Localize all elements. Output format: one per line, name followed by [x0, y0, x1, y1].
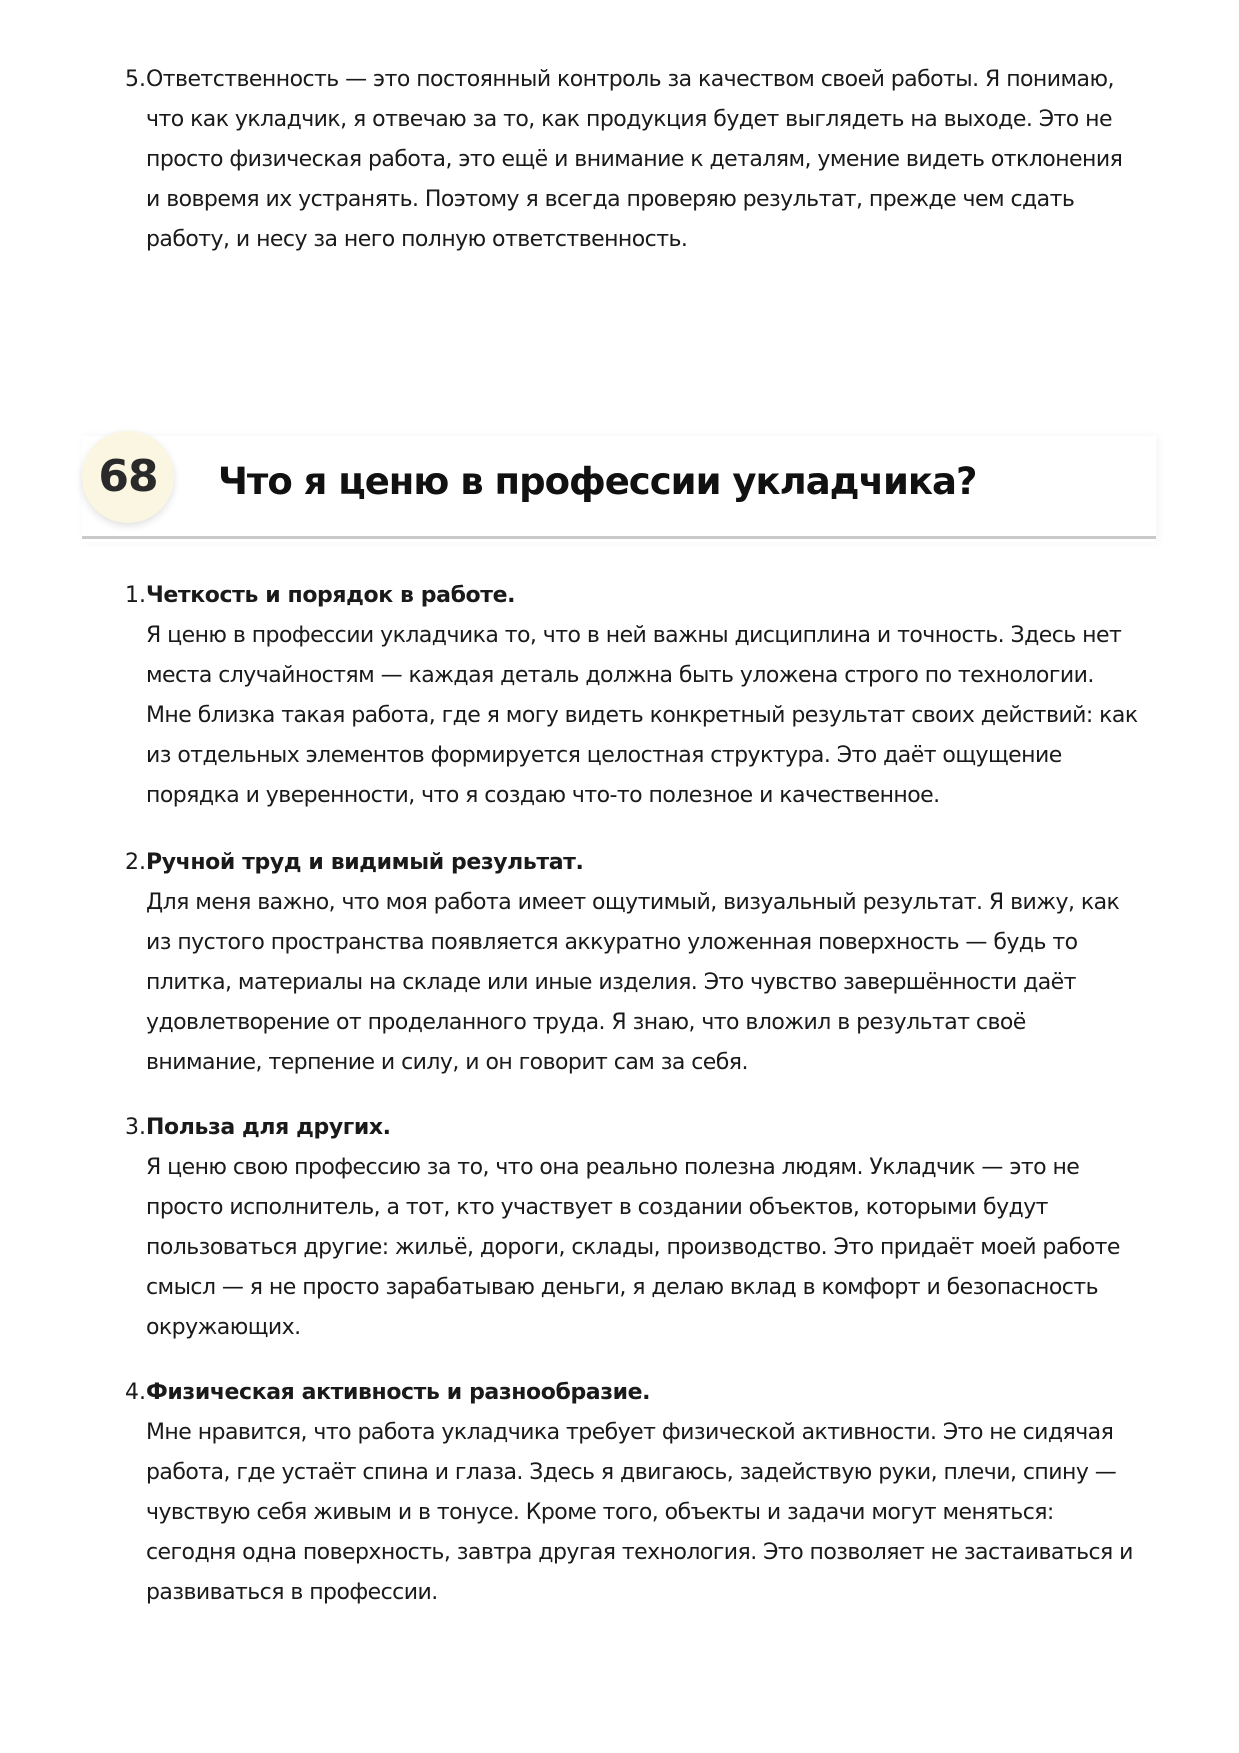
list-item-body: [146, 843, 1166, 1083]
paragraph-line: Для меня важно, что моя работа имеет ощутимый, визуальный результат. Я вижу, как: [146, 890, 1120, 915]
list-item-number: 5.: [125, 67, 146, 92]
paragraph-line: сегодня одна поверхность, завтра другая технология. Это позволяет не застаиваться и: [146, 1540, 1133, 1565]
paragraph-line: что как укладчик, я отвечаю за то, как продукция будет выглядеть на выходе. Это не: [146, 107, 1112, 132]
paragraph-line: Ответственность — это постоянный контроль за качеством своей работы. Я понимаю,: [146, 67, 1114, 92]
list-item-number: 1.: [125, 583, 146, 608]
list-item-body: [146, 60, 1166, 260]
list-item-number: 2.: [125, 850, 146, 875]
paragraph-line: внимание, терпение и силу, и он говорит сам за себя.: [146, 1050, 748, 1075]
list-item-title: Физическая активность и разнообразие.: [146, 1380, 651, 1405]
list-item-title: Четкость и порядок в работе.: [146, 583, 516, 608]
paragraph-line: из отдельных элементов формируется целостная структура. Это даёт ощущение: [146, 743, 1062, 768]
section-divider: [82, 536, 1156, 539]
list-item-number: 3.: [125, 1115, 146, 1140]
paragraph-line: Я ценю в профессии укладчика то, что в ней важны дисциплина и точность. Здесь нет: [146, 623, 1122, 648]
list-item-body: [146, 576, 1166, 816]
paragraph-line: удовлетворение от проделанного труда. Я знаю, что вложил в результат своё: [146, 1010, 1026, 1035]
list-item-body: [146, 1373, 1166, 1613]
paragraph-line: плитка, материалы на складе или иные изделия. Это чувство завершённости даёт: [146, 970, 1076, 995]
list-item-title: Ручной труд и видимый результат.: [146, 850, 584, 875]
paragraph-line: развиваться в профессии.: [146, 1580, 438, 1605]
paragraph-line: окружающих.: [146, 1315, 301, 1340]
paragraph-line: Я ценю свою профессию за то, что она реально полезна людям. Укладчик — это не: [146, 1155, 1080, 1180]
paragraph-line: Мне нравится, что работа укладчика требует физической активности. Это не сидячая: [146, 1420, 1114, 1445]
paragraph-line: просто исполнитель, а тот, кто участвует в создании объектов, которыми будут: [146, 1195, 1048, 1220]
paragraph-line: чувствую себя живым и в тонусе. Кроме того, объекты и задачи могут меняться:: [146, 1500, 1054, 1525]
paragraph-line: работу, и несу за него полную ответственность.: [146, 227, 688, 252]
paragraph-line: работа, где устаёт спина и глаза. Здесь я двигаюсь, задействую руки, плечи, спину —: [146, 1460, 1117, 1485]
section-title: Что я ценю в профессии укладчика?: [218, 460, 977, 503]
paragraph-line: и вовремя их устранять. Поэтому я всегда проверяю результат, прежде чем сдать: [146, 187, 1075, 212]
list-item-title: Польза для других.: [146, 1115, 391, 1140]
section-number-badge: 68: [82, 431, 174, 523]
paragraph-line: порядка и уверенности, что я создаю что-то полезное и качественное.: [146, 783, 940, 808]
list-item-number: 4.: [125, 1380, 146, 1405]
paragraph-line: места случайностям — каждая деталь должна быть уложена строго по технологии.: [146, 663, 1094, 688]
list-item-body: [146, 1108, 1166, 1348]
paragraph-line: смысл — я не просто зарабатываю деньги, я делаю вклад в комфорт и безопасность: [146, 1275, 1098, 1300]
paragraph-line: просто физическая работа, это ещё и внимание к деталям, умение видеть отклонения: [146, 147, 1123, 172]
paragraph-line: пользоваться другие: жильё, дороги, склады, производство. Это придаёт моей работе: [146, 1235, 1120, 1260]
paragraph-line: Мне близка такая работа, где я могу видеть конкретный результат своих действий: как: [146, 703, 1138, 728]
paragraph-line: из пустого пространства появляется аккуратно уложенная поверхность — будь то: [146, 930, 1078, 955]
